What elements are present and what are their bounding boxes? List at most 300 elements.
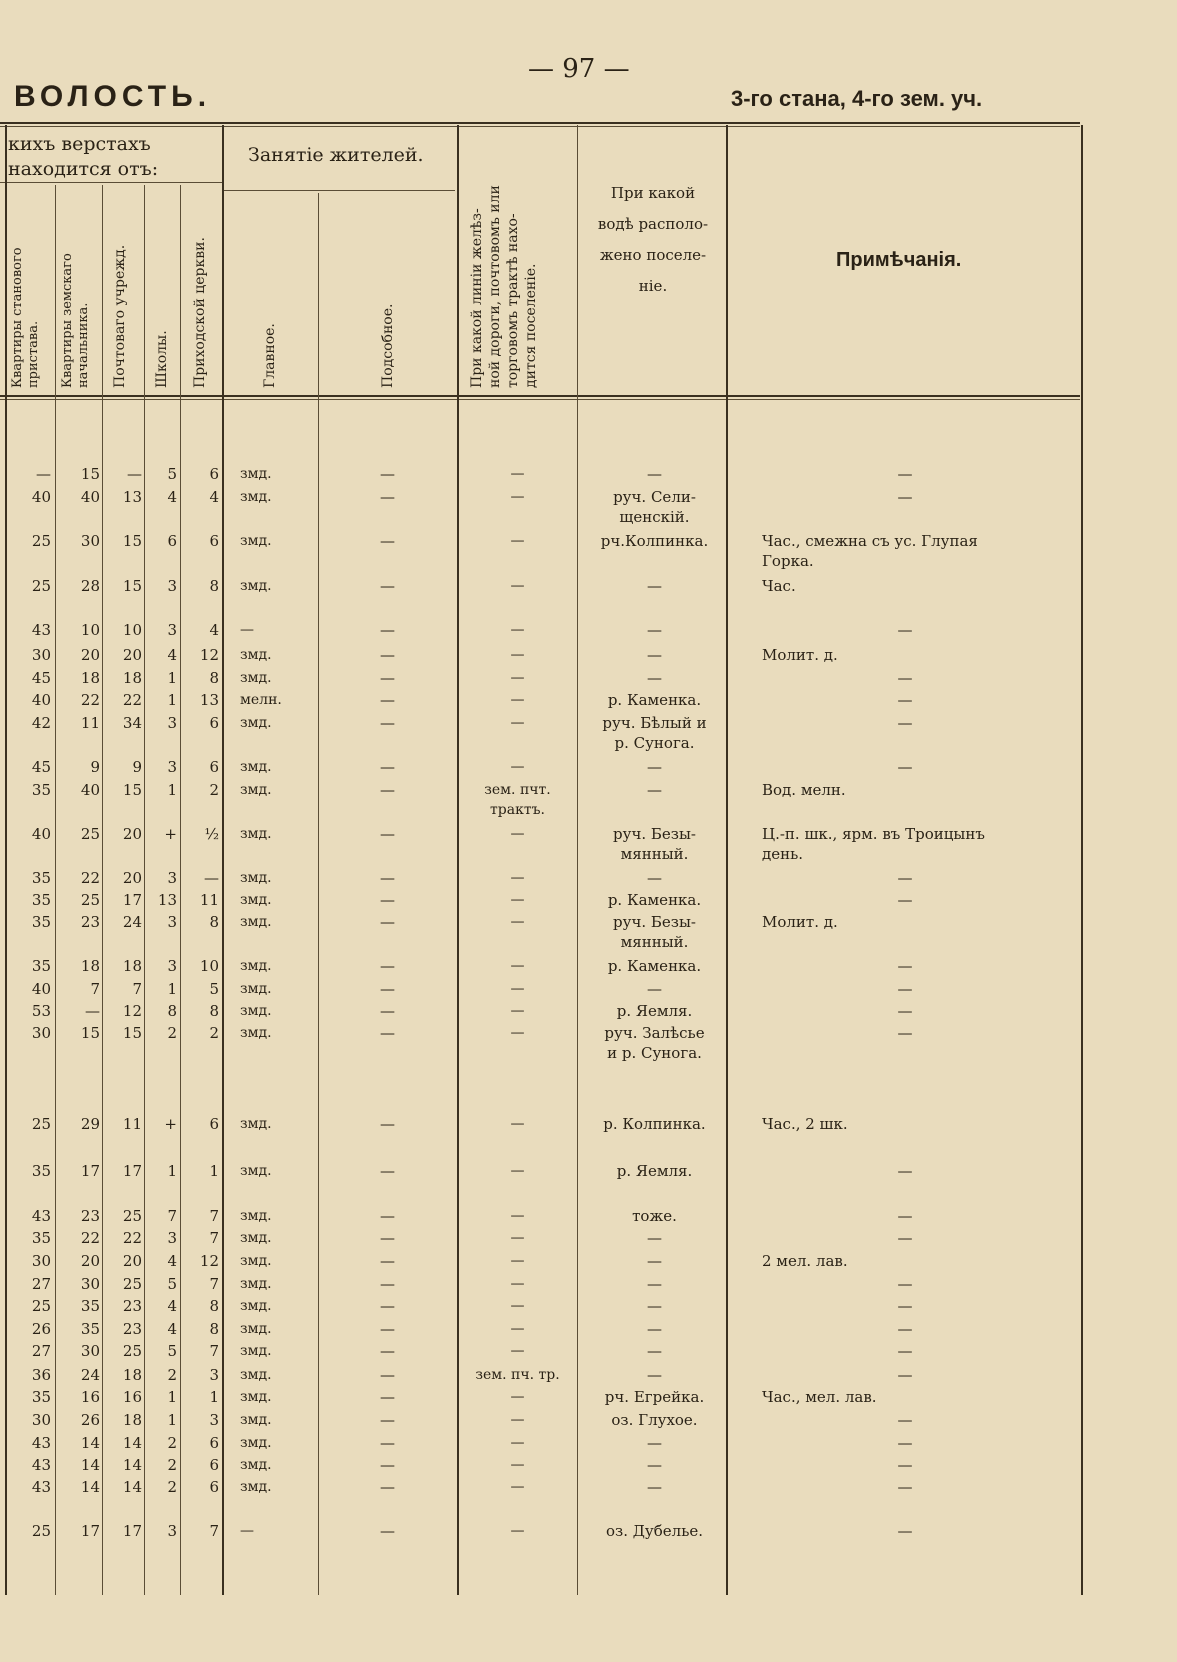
cell-road: — [510,466,525,482]
cell-stanovoy: — [36,465,51,483]
cell-stanovoy: 25 [31,1297,51,1315]
cell-stanovoy: 25 [31,532,51,550]
cell-water: р. Каменка. [607,957,702,975]
cell-notes: — [897,1207,913,1225]
cell-notes: — [897,488,913,506]
cell-stanovoy: 25 [31,577,51,595]
cell-road: — [510,578,525,594]
cell-post: 20 [122,646,142,664]
cell-main-occupation: змд. [240,1163,272,1179]
cell-water: — [647,621,662,639]
cell-stanovoy: 30 [31,1024,51,1042]
cell-main-occupation: змд. [240,670,272,686]
cell-main-occupation: — [240,1523,254,1539]
cell-aux-occupation: — [380,1478,395,1496]
cell-aux-occupation: — [380,1002,395,1020]
cell-road: — [510,870,525,886]
cell-notes: Час. [762,577,796,595]
cell-stanovoy: 35 [31,957,51,975]
cell-school: 3 [167,1229,177,1247]
cell-stanovoy: 36 [31,1366,51,1384]
cell-post: 23 [122,1320,142,1338]
cell-road: — [510,958,525,974]
cell-aux-occupation: — [380,1388,395,1406]
cell-zemsky: 14 [80,1478,100,1496]
cell-church: 3 [209,1411,219,1429]
cell-zemsky: 22 [80,691,100,709]
cell-church: 7 [209,1342,219,1360]
col-header-post: Почтоваго учрежд. [112,244,128,388]
cell-post: 20 [122,869,142,887]
cell-aux-occupation: — [380,1024,395,1042]
cell-school: 1 [167,1162,177,1180]
cell-church: 6 [209,1478,219,1496]
cell-stanovoy: 30 [31,1411,51,1429]
cell-notes: — [897,1456,913,1474]
cell-road: — [510,1412,525,1428]
cell-road: — [510,1343,525,1359]
cell-main-occupation: змд. [240,981,272,997]
cell-aux-occupation: — [380,1522,395,1540]
cell-stanovoy: 35 [31,1229,51,1247]
cell-stanovoy: 45 [31,758,51,776]
cell-aux-occupation: — [380,1411,395,1429]
cell-post: 18 [122,1366,142,1384]
cell-aux-occupation: — [380,781,395,799]
cell-main-occupation: змд. [240,578,272,594]
cell-school: 2 [167,1366,177,1384]
cell-church: 1 [209,1388,219,1406]
cell-notes: — [897,1024,913,1042]
cell-church: 5 [209,980,219,998]
cell-main-occupation: змд. [240,1298,272,1314]
cell-stanovoy: 45 [31,669,51,687]
cell-road: — [510,692,525,708]
cell-aux-occupation: — [380,825,395,843]
cell-notes: Ц.-п. шк., ярм. въ Троицынъ день. [762,825,985,863]
cell-aux-occupation: — [380,669,395,687]
cell-post: 16 [122,1388,142,1406]
cell-school: 3 [167,621,177,639]
cell-road: — [510,533,525,549]
cell-water: — [647,1434,662,1452]
cell-notes: — [897,1366,913,1384]
cell-zemsky: 25 [80,825,100,843]
cell-post: 14 [122,1434,142,1452]
cell-notes: — [897,980,913,998]
cell-water: рч.Колпинка. [600,532,709,550]
cell-water: руч. Залѣсье и р. Сунога. [604,1024,705,1062]
cell-church: 2 [209,781,219,799]
cell-post: 17 [122,891,142,909]
cell-notes: — [897,691,913,709]
cell-school: 1 [167,1388,177,1406]
cell-zemsky: 15 [80,465,100,483]
cell-notes: — [897,1162,913,1180]
cell-post: 17 [122,1162,142,1180]
cell-aux-occupation: — [380,532,395,550]
cell-main-occupation: змд. [240,914,272,930]
cell-notes: — [897,891,913,909]
cell-school: 1 [167,669,177,687]
cell-water: р. Каменка. [607,891,702,909]
cell-zemsky: 15 [80,1024,100,1042]
cell-main-occupation: змд. [240,715,272,731]
cell-water: рч. Егрейка. [604,1388,705,1406]
cell-water: — [647,781,662,799]
cell-zemsky: 24 [80,1366,100,1384]
cell-water: тоже. [632,1207,677,1225]
cell-water: — [647,1252,662,1270]
cell-school: 8 [167,1002,177,1020]
cell-water: р. Колпинка. [603,1115,706,1133]
cell-school: 4 [167,1320,177,1338]
cell-post: 25 [122,1342,142,1360]
cell-stanovoy: 27 [31,1342,51,1360]
cell-school: 5 [167,1342,177,1360]
cell-road: — [510,826,525,842]
cell-stanovoy: 30 [31,1252,51,1270]
cell-stanovoy: 42 [31,714,51,732]
cell-post: 25 [122,1275,142,1293]
cell-zemsky: 30 [80,1342,100,1360]
cell-water: — [647,465,662,483]
cell-zemsky: 20 [80,1252,100,1270]
cell-church: ½ [204,825,219,843]
cell-post: 15 [122,577,142,595]
cell-water: — [647,980,662,998]
cell-water: оз. Глухое. [611,1411,698,1429]
cell-school: 1 [167,980,177,998]
cell-road: — [510,489,525,505]
cell-church: 10 [199,957,219,975]
cell-notes: — [897,1411,913,1429]
cell-post: 9 [132,758,142,776]
cell-school: 3 [167,957,177,975]
cell-water: — [647,1297,662,1315]
cell-aux-occupation: — [380,1229,395,1247]
cell-aux-occupation: — [380,714,395,732]
cell-aux-occupation: — [380,891,395,909]
cell-water: — [647,758,662,776]
col-header-water: При какой водѣ располо- жено поселе- ніе. [597,184,709,295]
cell-stanovoy: 35 [31,1162,51,1180]
cell-stanovoy: 43 [31,1207,51,1225]
cell-road: — [510,914,525,930]
cell-church: 2 [209,1024,219,1042]
cell-stanovoy: 26 [31,1320,51,1338]
cell-water: р. Каменка. [607,691,702,709]
cell-zemsky: 17 [80,1522,100,1540]
cell-water: — [647,1456,662,1474]
cell-church: 6 [209,532,219,550]
cell-zemsky: 17 [80,1162,100,1180]
cell-notes: — [897,957,913,975]
cell-notes: Вод. мелн. [762,781,846,799]
cell-stanovoy: 35 [31,913,51,931]
cell-church: 6 [209,1115,219,1133]
cell-zemsky: 18 [80,957,100,975]
cell-stanovoy: 25 [31,1522,51,1540]
cell-notes: Молит. д. [762,646,838,664]
cell-main-occupation: змд. [240,782,272,798]
cell-main-occupation: змд. [240,892,272,908]
cell-zemsky: 28 [80,577,100,595]
cell-main-occupation: змд. [240,489,272,505]
cell-church: 13 [199,691,219,709]
cell-main-occupation: змд. [240,1343,272,1359]
cell-stanovoy: 35 [31,1388,51,1406]
cell-main-occupation: змд. [240,466,272,482]
cell-zemsky: 22 [80,869,100,887]
cell-aux-occupation: — [380,488,395,506]
cell-main-occupation: змд. [240,1253,272,1269]
cell-zemsky: 35 [80,1297,100,1315]
cell-aux-occupation: — [380,621,395,639]
cell-school: 2 [167,1434,177,1452]
cell-post: 17 [122,1522,142,1540]
cell-stanovoy: 35 [31,891,51,909]
cell-zemsky: 22 [80,1229,100,1247]
cell-school: 1 [167,781,177,799]
cell-church: 6 [209,1456,219,1474]
cell-post: 22 [122,691,142,709]
cell-road: зем. пч. тр. [475,1367,560,1383]
cell-road: — [510,759,525,775]
cell-school: + [164,1115,177,1133]
cell-zemsky: 29 [80,1115,100,1133]
cell-school: 1 [167,1411,177,1429]
cell-post: 20 [122,825,142,843]
cell-zemsky: 35 [80,1320,100,1338]
cell-church: 3 [209,1366,219,1384]
cell-post: 13 [122,488,142,506]
cell-road: — [510,715,525,731]
cell-road: — [510,1003,525,1019]
cell-stanovoy: 40 [31,488,51,506]
cell-main-occupation: змд. [240,1367,272,1383]
cell-school: 3 [167,913,177,931]
cell-water: — [647,1342,662,1360]
cell-post: 18 [122,957,142,975]
col-header-road: При какой линіи желѣз- ной дороги, почтовомъ или торговомъ трактѣ нахо- дится поселеніе. [469,185,539,388]
cell-road: — [510,1457,525,1473]
cell-water: — [647,577,662,595]
cell-notes: — [897,1002,913,1020]
cell-road: — [510,1163,525,1179]
distance-group-title-2: находится отъ: [8,158,159,180]
cell-school: 3 [167,869,177,887]
cell-main-occupation: — [240,622,254,638]
district-heading: 3-го стана, 4-го зем. уч. [731,86,983,111]
cell-notes: — [897,869,913,887]
cell-post: 11 [122,1115,142,1133]
cell-zemsky: 14 [80,1456,100,1474]
cell-notes: — [897,1478,913,1496]
cell-main-occupation: змд. [240,870,272,886]
cell-school: 4 [167,488,177,506]
cell-water: руч. Безы- мянный. [613,825,696,863]
cell-road: — [510,670,525,686]
cell-church: 11 [199,891,219,909]
cell-aux-occupation: — [380,1115,395,1133]
col-header-aux-occupation: Подсобное. [380,303,396,388]
cell-water: — [647,646,662,664]
cell-notes: — [897,1342,913,1360]
cell-stanovoy: 43 [31,1456,51,1474]
cell-school: 4 [167,1297,177,1315]
cell-aux-occupation: — [380,465,395,483]
cell-main-occupation: змд. [240,1003,272,1019]
cell-post: 15 [122,532,142,550]
cell-school: 3 [167,758,177,776]
cell-aux-occupation: — [380,980,395,998]
cell-zemsky: 18 [80,669,100,687]
cell-church: 12 [199,1252,219,1270]
cell-notes: Час., смежна съ ус. Глупая Горка. [762,532,978,570]
cell-church: 8 [209,1297,219,1315]
cell-post: 20 [122,1252,142,1270]
cell-aux-occupation: — [380,1456,395,1474]
cell-notes: Молит. д. [762,913,838,931]
cell-notes: Час., 2 шк. [762,1115,848,1133]
cell-school: 13 [157,891,177,909]
cell-post: 15 [122,1024,142,1042]
cell-aux-occupation: — [380,913,395,931]
cell-stanovoy: 35 [31,781,51,799]
cell-aux-occupation: — [380,1162,395,1180]
cell-post: 14 [122,1456,142,1474]
cell-post: 10 [122,621,142,639]
cell-church: 7 [209,1207,219,1225]
cell-aux-occupation: — [380,1366,395,1384]
cell-notes: — [897,714,913,732]
cell-aux-occupation: — [380,869,395,887]
cell-road: — [510,1389,525,1405]
cell-aux-occupation: — [380,1207,395,1225]
cell-church: — [204,869,219,887]
cell-road: — [510,1208,525,1224]
cell-stanovoy: 35 [31,869,51,887]
cell-school: 4 [167,646,177,664]
cell-main-occupation: змд. [240,1321,272,1337]
cell-post: 25 [122,1207,142,1225]
cell-zemsky: 16 [80,1388,100,1406]
cell-water: руч. Сели- щенскій. [613,488,696,526]
cell-school: 6 [167,532,177,550]
cell-zemsky: 7 [90,980,100,998]
cell-road: — [510,892,525,908]
cell-zemsky: 26 [80,1411,100,1429]
cell-main-occupation: змд. [240,958,272,974]
cell-aux-occupation: — [380,758,395,776]
occupation-group-title: Занятіе жителей. [248,144,424,166]
cell-road: — [510,1276,525,1292]
cell-water: — [647,1229,662,1247]
cell-church: 8 [209,913,219,931]
cell-aux-occupation: — [380,1252,395,1270]
col-header-church: Приходской церкви. [192,237,208,388]
cell-stanovoy: 40 [31,980,51,998]
cell-notes: — [897,758,913,776]
cell-school: 2 [167,1024,177,1042]
cell-zemsky: 14 [80,1434,100,1452]
cell-road: — [510,1025,525,1041]
cell-road: — [510,1435,525,1451]
cell-aux-occupation: — [380,646,395,664]
page-number: — 97 — [528,54,630,84]
cell-zemsky: 23 [80,913,100,931]
cell-aux-occupation: — [380,1297,395,1315]
cell-school: 7 [167,1207,177,1225]
cell-main-occupation: змд. [240,1435,272,1451]
cell-main-occupation: змд. [240,1208,272,1224]
cell-church: 8 [209,1320,219,1338]
cell-notes: — [897,669,913,687]
cell-church: 6 [209,714,219,732]
cell-aux-occupation: — [380,957,395,975]
cell-school: 2 [167,1478,177,1496]
cell-aux-occupation: — [380,1275,395,1293]
cell-post: — [127,465,142,483]
cell-zemsky: 30 [80,532,100,550]
cell-church: 12 [199,646,219,664]
cell-school: 4 [167,1252,177,1270]
cell-church: 7 [209,1275,219,1293]
cell-water: оз. Дубелье. [605,1522,704,1540]
cell-notes: — [897,1434,913,1452]
cell-zemsky: 30 [80,1275,100,1293]
cell-road: — [510,647,525,663]
cell-water: — [647,1366,662,1384]
col-header-main-occupation: Главное. [262,323,278,388]
distance-group-title-1: кихъ верстахъ [8,133,151,155]
cell-notes: — [897,1275,913,1293]
cell-main-occupation: змд. [240,647,272,663]
cell-post: 34 [122,714,142,732]
cell-water: — [647,1275,662,1293]
cell-school: 5 [167,1275,177,1293]
cell-stanovoy: 43 [31,1478,51,1496]
cell-road: — [510,622,525,638]
cell-zemsky: 40 [80,488,100,506]
cell-main-occupation: змд. [240,826,272,842]
cell-church: 6 [209,465,219,483]
cell-main-occupation: мелн. [240,692,282,708]
cell-church: 6 [209,758,219,776]
cell-notes: — [897,1320,913,1338]
cell-road: — [510,1116,525,1132]
cell-post: 22 [122,1229,142,1247]
cell-church: 8 [209,669,219,687]
cell-school: 2 [167,1456,177,1474]
cell-water: руч. Безы- мянный. [613,913,696,951]
cell-post: 18 [122,669,142,687]
cell-church: 4 [209,488,219,506]
cell-zemsky: 25 [80,891,100,909]
cell-stanovoy: 43 [31,621,51,639]
cell-school: 1 [167,691,177,709]
cell-main-occupation: змд. [240,1457,272,1473]
cell-notes: — [897,1229,913,1247]
col-header-zemsky: Квартиры земскаго начальника. [60,253,91,388]
cell-aux-occupation: — [380,1434,395,1452]
cell-zemsky: 9 [90,758,100,776]
cell-school: 5 [167,465,177,483]
cell-zemsky: 40 [80,781,100,799]
cell-notes: — [897,1297,913,1315]
cell-school: 3 [167,577,177,595]
